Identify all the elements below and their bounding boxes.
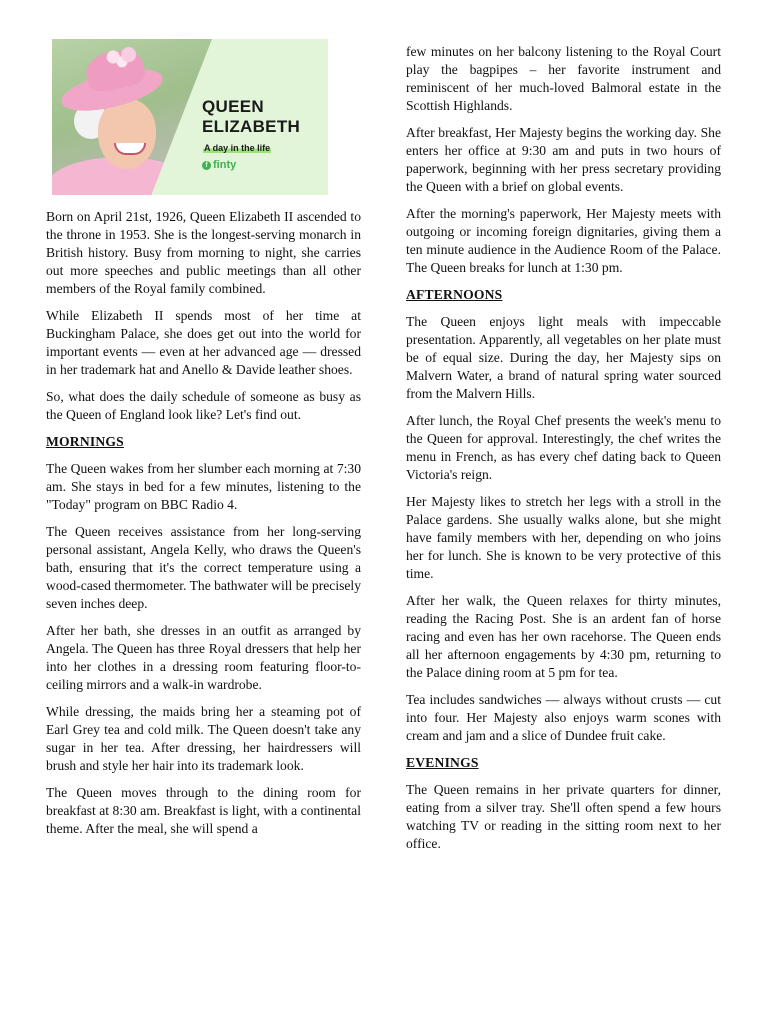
paragraph: The Queen receives assistance from her long-serving personal assistant, Angela Kelly, who draws the Queen's bath, ensuring that it's the correct temperature using a wood-cased thermometer. The bathwater will be precisely seven inches deep. — [46, 524, 361, 611]
portrait-hat-flowers — [100, 45, 144, 69]
brand-f-icon: f — [202, 161, 211, 170]
paragraph: Tea includes sandwiches — always without crusts — cut into four. Her Majesty also enjoys warm scones with cream and jam and a slice of Dundee fruit cake. — [406, 692, 721, 743]
right-column — [406, 43, 721, 862]
paragraph: The Queen remains in her private quarters for dinner, eating from a silver tray. She'll often spend a few hours watching TV or reading in the sitting room next to her office. — [406, 782, 721, 851]
paragraph: The Queen enjoys light meals with impeccable presentation. Apparently, all vegetables on her plate must be of equal size. During the day, her Majesty sips on Malvern Water, a brand of natural spring water sourced from the Malvern Hills. — [406, 314, 721, 401]
intro-paragraph: Born on April 21st, 1926, Queen Elizabeth II ascended to the throne in 1953. She is the longest-serving monarch in British history. Busy from morning to night, she carries out more speeches and public meetings than all other members of the Royal family combined. — [46, 209, 361, 296]
section-heading-mornings: MORNINGS — [46, 434, 124, 449]
paragraph: After her bath, she dresses in an outfit as arranged by Angela. The Queen has three Royal dressers that help her into her clothes in a dressing room featuring floor-to-ceiling mirrors and a walk-in wardrobe. — [46, 623, 361, 692]
hero-banner — [52, 39, 328, 195]
paragraph: While dressing, the maids bring her a steaming pot of Earl Grey tea and cold milk. The Queen doesn't take any sugar in her tea. After dressing, her hairdressers will brush and style her hair into its trademark look. — [46, 704, 361, 773]
paragraph: While Elizabeth II spends most of her time at Buckingham Palace, she does get out into the world for important events — even at her advanced age — dressed in her trademark hat and Anello & Davide leather shoes. — [46, 308, 361, 377]
paragraph: After lunch, the Royal Chef presents the week's menu to the Queen for approval. Interestingly, the chef writes the menu in French, as has every chef dating back to Queen Victoria's reign. — [406, 413, 721, 482]
paragraph: So, what does the daily schedule of someone as busy as the Queen of England look like? Let's find out. — [46, 389, 361, 422]
portrait-face — [98, 99, 156, 169]
paragraph: After the morning's paperwork, Her Majesty meets with outgoing or incoming foreign dignitaries, giving them a ten minute audience in the Audience Room of the Palace. The Queen breaks for lunch at 1:30 pm. — [406, 206, 721, 275]
queen-portrait-image — [52, 39, 212, 195]
paragraph: The Queen moves through to the dining room for breakfast at 8:30 am. Breakfast is light, with a continental theme. After the meal, she will spend a — [46, 785, 361, 836]
brand-logo — [202, 158, 236, 172]
brand-name: finty — [213, 159, 237, 171]
section-heading-evenings: EVENINGS — [406, 755, 479, 770]
paragraph: After breakfast, Her Majesty begins the working day. She enters her office at 9:30 am and puts in two hours of paperwork, beginning with her press secretary providing the Queen with a brief on global events. — [406, 125, 721, 194]
banner-title: QUEEN ELIZABETH — [202, 97, 301, 136]
paragraph: Her Majesty likes to stretch her legs with a stroll in the Palace gardens. She usually walks alone, but she might have family members with her, depending on who joins her for lunch. She is known to be very protective of this time. — [406, 494, 721, 581]
paragraph: few minutes on her balcony listening to the Royal Court play the bagpipes – her favorite instrument and reminiscent of her much-loved Balmoral estate in the Scottish Highlands. — [406, 44, 721, 113]
banner-subtitle: A day in the life — [204, 143, 271, 153]
section-heading-afternoons: AFTERNOONS — [406, 287, 503, 302]
paragraph: The Queen wakes from her slumber each morning at 7:30 am. She stays in bed for a few minutes, listening to the "Today" program on BBC Radio 4. — [46, 461, 361, 512]
left-column — [46, 208, 361, 847]
paragraph: After her walk, the Queen relaxes for thirty minutes, reading the Racing Post. She is an ardent fan of horse racing and even has her own racehorse. The Queen ends all her afternoon engagements by 4:30 pm, returning to the Palace dining room at 5 pm for tea. — [406, 593, 721, 680]
